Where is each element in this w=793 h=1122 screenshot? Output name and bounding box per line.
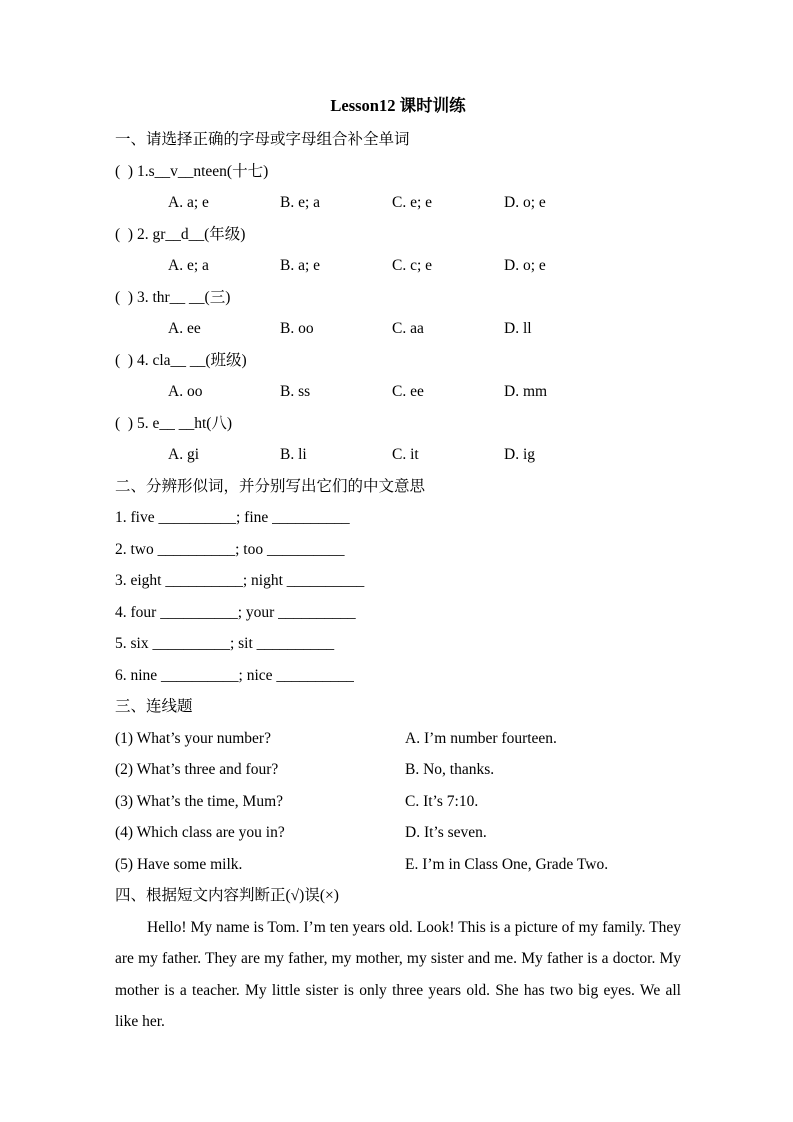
- match-row: [115, 723, 681, 755]
- word-pair-item: 3. eight __________; night __________: [115, 572, 365, 589]
- option-b: B. e; a: [280, 194, 321, 211]
- match-question: (4) Which class are you in?: [115, 824, 285, 841]
- match-answer: C. It’s 7:10.: [405, 792, 479, 810]
- match-row: [115, 754, 681, 786]
- question-stem: ( ) 2. gr__d__(年级): [115, 225, 246, 243]
- options-row: [115, 187, 681, 219]
- word-pair-item: 1. five __________; fine __________: [115, 509, 350, 526]
- match-answer: A. I’m number fourteen.: [405, 729, 557, 747]
- option-c: C. e; e: [392, 194, 433, 211]
- word-pair-item: 2. two __________; too __________: [115, 540, 345, 558]
- word-pair-item: 4. four __________; your __________: [115, 603, 356, 621]
- option-d: D. ll: [504, 320, 532, 337]
- option-b: B. li: [280, 446, 307, 463]
- section2-heading: 二、分辨形似词，并分别写出它们的中文意思: [115, 477, 426, 495]
- reading-passage: Hello! My name is Tom. I’m ten years old. Look! This is a picture of my family. They are my father. They are my father, my mother, my sister and me. My father is a doctor. My mother is a teacher. My little sister is only three years old. She has two big eyes. We all like her.: [115, 918, 681, 1030]
- option-b: B. oo: [280, 320, 314, 337]
- match-question: (5) Have some milk.: [115, 855, 243, 873]
- options-row: [115, 313, 681, 345]
- options-row: [115, 439, 681, 471]
- option-d: D. mm: [504, 383, 548, 400]
- word-pair-item: 5. six __________; sit __________: [115, 635, 335, 652]
- match-row: [115, 849, 681, 881]
- option-c: C. c; e: [392, 257, 433, 274]
- option-b: B. ss: [280, 383, 311, 400]
- option-c: C. ee: [392, 383, 424, 400]
- match-question: (1) What’s your number?: [115, 729, 271, 747]
- question-stem: ( ) 1.s__v__nteen(十七): [115, 162, 269, 180]
- option-d: D. o; e: [504, 194, 546, 211]
- match-answer: B. No, thanks.: [405, 761, 495, 778]
- page-title: Lesson12 课时训练: [330, 96, 466, 115]
- match-row: [115, 817, 681, 849]
- option-b: B. a; e: [280, 257, 321, 274]
- worksheet-content: [115, 94, 681, 1038]
- option-d: D. o; e: [504, 257, 546, 274]
- question-stem: ( ) 5. e__ __ht(八): [115, 414, 233, 432]
- option-a: A. gi: [168, 446, 199, 463]
- section1-heading: 一、请选择正确的字母或字母组合补全单词: [115, 131, 410, 148]
- match-answer: E. I’m in Class One, Grade Two.: [405, 855, 609, 873]
- option-c: C. aa: [392, 320, 424, 337]
- option-d: D. ig: [504, 446, 535, 463]
- word-pair-item: 6. nine __________; nice __________: [115, 666, 354, 684]
- question-stem: ( ) 3. thr__ __(三): [115, 288, 231, 306]
- section4-heading: 四、根据短文内容判断正(√)误(×): [115, 887, 339, 904]
- match-row: [115, 786, 681, 818]
- option-a: A. a; e: [168, 194, 209, 211]
- option-c: C. it: [392, 446, 419, 463]
- options-row: [115, 376, 681, 408]
- option-a: A. ee: [168, 320, 201, 337]
- section3-heading: 三、连线题: [115, 698, 193, 715]
- option-a: A. oo: [168, 383, 203, 400]
- question-stem: ( ) 4. cla__ __(班级): [115, 351, 247, 369]
- match-question: (3) What’s the time, Mum?: [115, 792, 284, 810]
- option-a: A. e; a: [168, 257, 209, 274]
- match-question: (2) What’s three and four?: [115, 761, 279, 778]
- match-answer: D. It’s seven.: [405, 824, 487, 841]
- options-row: [115, 250, 681, 282]
